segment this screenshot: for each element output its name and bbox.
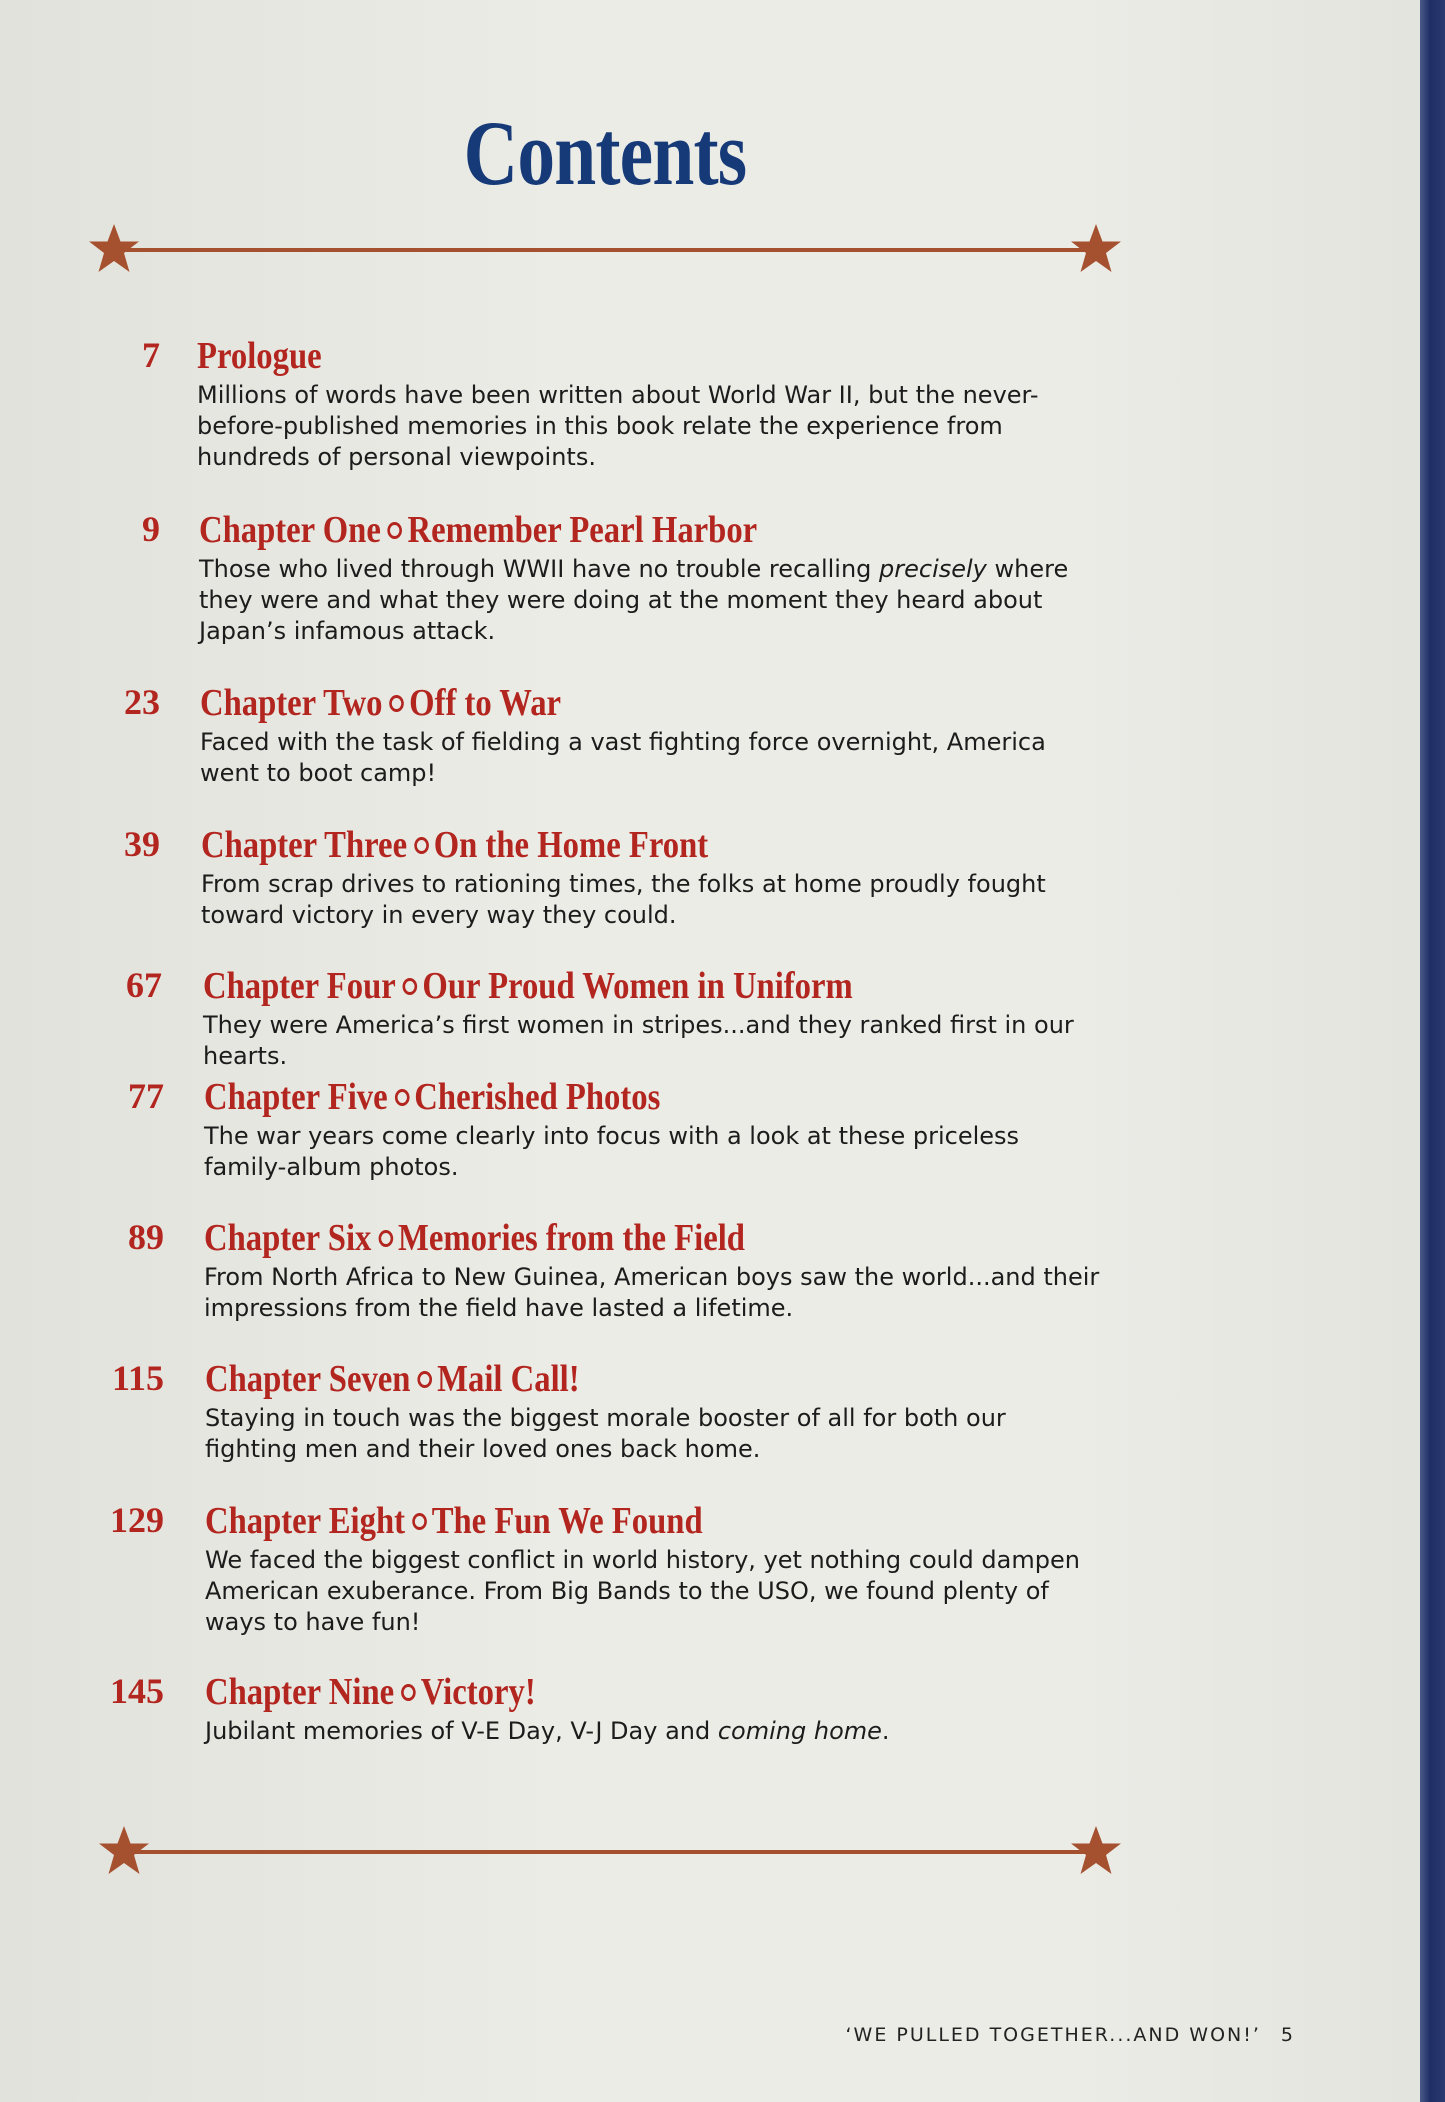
star-icon (1066, 1822, 1126, 1882)
circle-separator-icon (403, 978, 418, 995)
desc-emphasis: precisely (879, 555, 987, 583)
chapter-label: Chapter Three (201, 824, 408, 866)
circle-separator-icon (412, 1513, 427, 1530)
page-number: 129 (110, 1500, 164, 1540)
entry-description: The war years come clearly into focus with a look at these priceless family-album photos. (204, 1122, 1020, 1181)
chapter-title: Our Proud Women in Uniform (422, 965, 853, 1007)
entry-heading (197, 334, 322, 378)
page-title: Contents (463, 102, 747, 204)
desc-text: where they were and what they were doing at the moment they heard about Japan’s infamous attack. (199, 555, 1069, 645)
entry-description: We faced the biggest conflict in world history, yet nothing could dampen American exuberance. From Big Bands to the USO, we found plenty of ways to have fun! (205, 1546, 1080, 1636)
star-icon (1066, 220, 1126, 280)
entry-heading (201, 823, 708, 867)
rule-line (118, 248, 1092, 252)
entry-heading (204, 1216, 745, 1260)
chapter-label: Chapter Eight (205, 1500, 406, 1542)
running-footer (846, 2024, 1296, 2046)
chapter-title: Off to War (409, 682, 562, 724)
entry-heading (205, 1499, 703, 1543)
page-number: 145 (110, 1671, 164, 1711)
chapter-label: Prologue (197, 335, 322, 377)
page-number: 67 (126, 965, 162, 1005)
chapter-label: Chapter Four (203, 965, 396, 1007)
entry-description (199, 554, 1099, 647)
entry-description: Faced with the task of fielding a vast fighting force overnight, America went to boot camp! (200, 728, 1046, 787)
chapter-label: Chapter One (199, 509, 381, 551)
bottom-star-rule (94, 1822, 1126, 1882)
chapter-title: On the Home Front (433, 824, 709, 866)
chapter-title: The Fun We Found (431, 1500, 703, 1542)
desc-text: Jubilant memories of V-E Day, V-J Day and (205, 1717, 718, 1745)
entry-heading (203, 964, 853, 1008)
entry-description: From North Africa to New Guinea, American boys saw the world...and their impressions from the field have lasted a lifetime. (204, 1263, 1100, 1322)
page-number: 9 (142, 509, 160, 549)
star-icon (84, 220, 144, 280)
circle-separator-icon (395, 1089, 410, 1106)
cover-edge (1420, 0, 1445, 2102)
chapter-title: Victory! (420, 1671, 536, 1713)
entry-description: Millions of words have been written about World War II, but the never-before-published memories in this book relate the experience from hundreds of personal viewpoints. (197, 381, 1039, 471)
desc-text: . (881, 1717, 890, 1745)
circle-separator-icon (401, 1684, 416, 1701)
entry-description: They were America’s first women in stripes...and they ranked first in our hearts. (203, 1011, 1074, 1070)
chapter-label: Chapter Nine (205, 1671, 395, 1713)
page-number: 39 (124, 824, 160, 864)
chapter-title: Mail Call! (437, 1358, 580, 1400)
page-folio: 5 (1280, 2024, 1295, 2046)
desc-emphasis: coming home (717, 1717, 882, 1745)
page-number: 77 (128, 1076, 164, 1116)
chapter-label: Chapter Six (204, 1217, 372, 1259)
chapter-label: Chapter Two (200, 682, 383, 724)
entry-heading (200, 681, 561, 725)
entry-description: Staying in touch was the biggest morale booster of all for both our fighting men and their loved ones back home. (205, 1404, 1006, 1463)
entry-description (205, 1716, 1105, 1747)
entry-heading (199, 508, 757, 552)
desc-text: Those who lived through WWII have no trouble recalling (199, 555, 880, 583)
page-number: 89 (128, 1217, 164, 1257)
circle-separator-icon (378, 1230, 393, 1247)
page-number: 115 (111, 1358, 164, 1398)
chapter-title: Cherished Photos (414, 1076, 661, 1118)
rule-line (128, 1850, 1092, 1854)
chapter-title: Remember Pearl Harbor (407, 509, 758, 551)
star-icon (94, 1822, 154, 1882)
chapter-label: Chapter Seven (205, 1358, 411, 1400)
circle-separator-icon (414, 837, 429, 854)
chapter-title: Memories from the Field (398, 1217, 745, 1259)
circle-separator-icon (389, 695, 404, 712)
top-star-rule (84, 220, 1126, 280)
entry-heading (204, 1075, 660, 1119)
circle-separator-icon (388, 522, 403, 539)
running-title: ‘WE PULLED TOGETHER...AND WON!’ (845, 2024, 1261, 2046)
circle-separator-icon (417, 1371, 432, 1388)
entry-heading (205, 1670, 536, 1714)
page-number: 7 (142, 335, 160, 375)
page-number: 23 (124, 682, 160, 722)
chapter-label: Chapter Five (204, 1076, 388, 1118)
entry-heading (205, 1357, 580, 1401)
entry-description: From scrap drives to rationing times, the folks at home proudly fought toward victory in every way they could. (201, 870, 1046, 929)
